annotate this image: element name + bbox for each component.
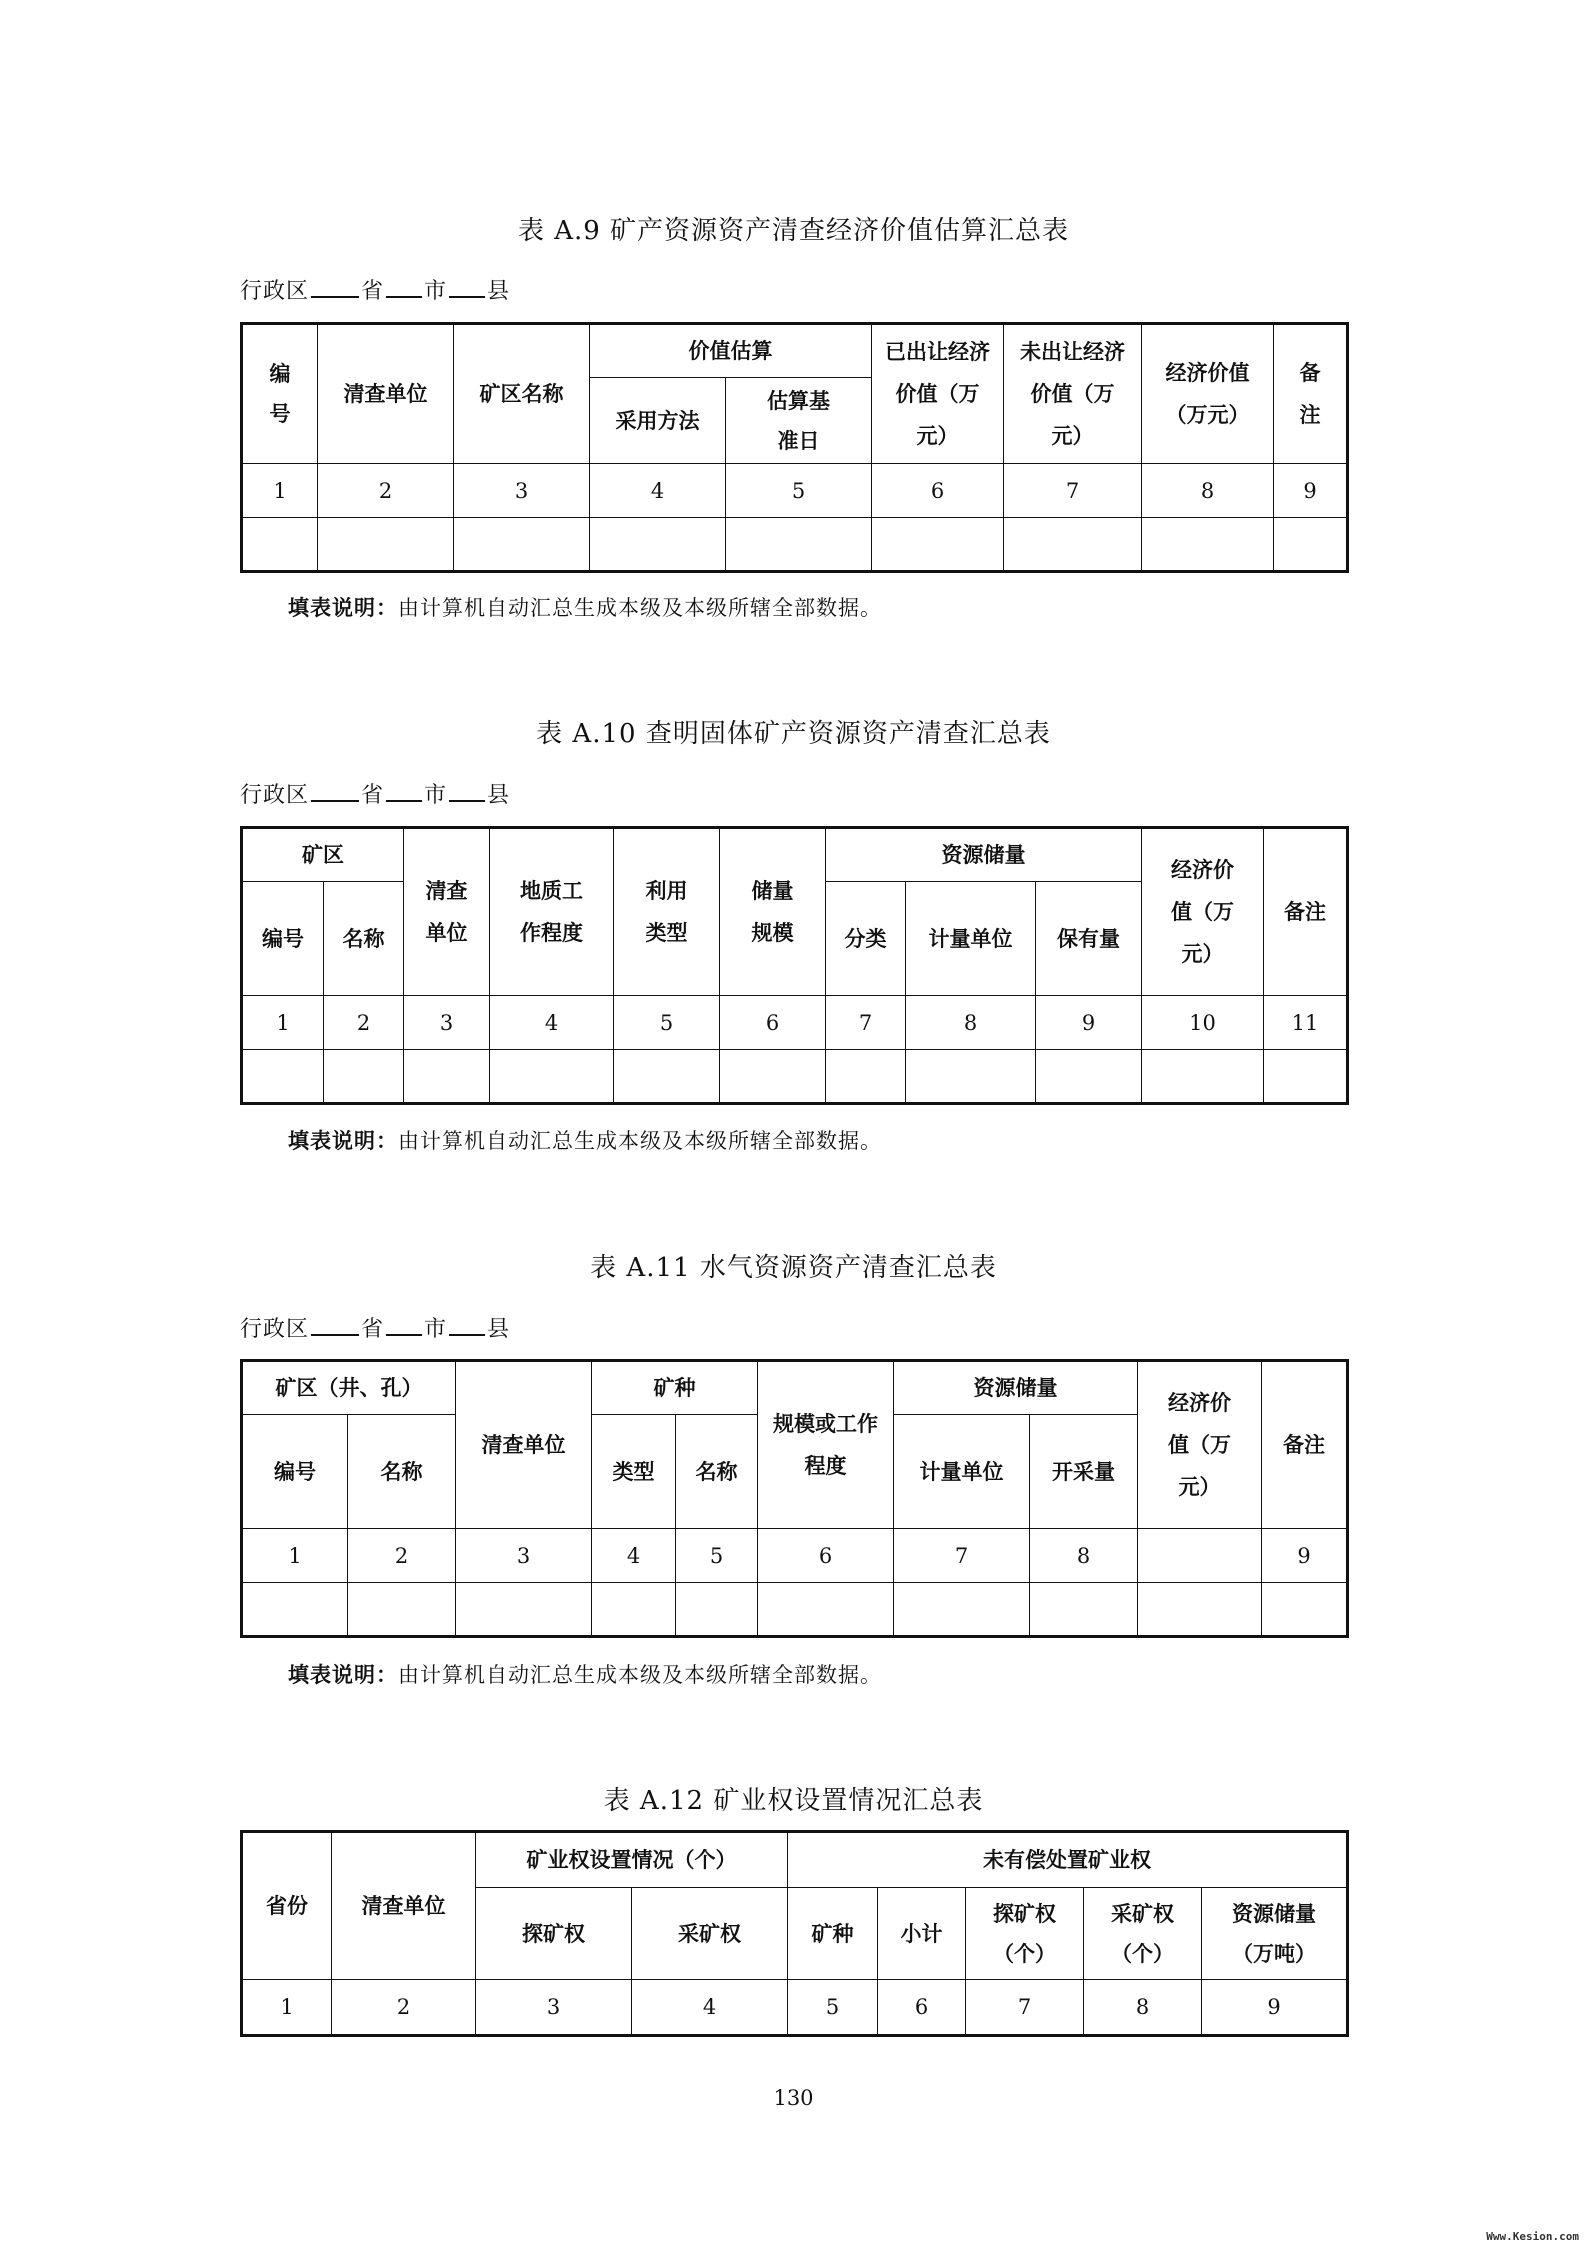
- col-num: 4: [590, 464, 726, 518]
- col-num: 3: [454, 464, 590, 518]
- col-num: 1: [242, 464, 318, 518]
- column-number-row: [242, 464, 1348, 518]
- header-kuangyequan-shezhi: 矿业权设置情况（个）: [476, 1832, 788, 1888]
- fill-note-a10: 填表说明：由计算机自动汇总生成本级及本级所辖全部数据。: [288, 1129, 882, 1153]
- column-number-row: 1 2 3 4 5 6 7 8 9: [242, 1529, 1348, 1583]
- region-line-a11: 行政区 省 市 县: [240, 1312, 510, 1343]
- col-num: 7: [1004, 464, 1142, 518]
- header-xiaoji: 小计: [878, 1888, 966, 1980]
- header-mingcheng: 名称: [324, 882, 404, 996]
- header-tankuangquan-ge: 探矿权（个）: [966, 1888, 1084, 1980]
- header-jingji-jiazhi: 经济价值（万元）: [1142, 324, 1274, 464]
- header-beizhu: 备注: [1264, 828, 1348, 996]
- col-num: 2: [318, 464, 454, 518]
- header-ziyuan-wandun: 资源储量（万吨）: [1202, 1888, 1348, 1980]
- table-a11: [240, 1359, 1349, 1638]
- table-a9-title: 表 A.9 矿产资源资产清查经济价值估算汇总表: [517, 216, 1070, 246]
- header-jiliang-danwei: 计量单位: [894, 1415, 1030, 1529]
- region-prefix: 行政区: [240, 279, 310, 304]
- region-province: 省: [361, 279, 385, 304]
- column-number-row: 1 2 3 4 5 6 7 8 9: [242, 1980, 1348, 2036]
- header-tankuangquan: 探矿权: [476, 1888, 632, 1980]
- header-kuangqu-mingcheng: 矿区名称: [454, 324, 590, 464]
- header-caiyong-fangfa: 采用方法: [590, 378, 726, 464]
- header-ziyuan-chuliang: 资源储量: [894, 1361, 1138, 1415]
- header-fenlei: 分类: [826, 882, 906, 996]
- header-jiliang-danwei: 计量单位: [906, 882, 1036, 996]
- header-beizhu: 备注: [1274, 324, 1348, 464]
- col-num: 9: [1274, 464, 1348, 518]
- header-jingji-jiazhi: 经济价值（万元）: [1142, 828, 1264, 996]
- header-kuangzhong: 矿种: [592, 1361, 758, 1415]
- header-bianhao: 编号: [242, 1415, 348, 1529]
- table-a12-title: 表 A.12 矿业权设置情况汇总表: [603, 1786, 984, 1816]
- col-num: 8: [1142, 464, 1274, 518]
- table-a10-title: 表 A.10 查明固体矿产资源资产清查汇总表: [536, 719, 1051, 749]
- empty-data-row: [242, 518, 1348, 572]
- table-a9: [240, 322, 1349, 573]
- header-liyong-leixing: 利用类型: [614, 828, 720, 996]
- header-guimo-gongzuo: 规模或工作程度: [758, 1361, 894, 1529]
- region-county: 县: [487, 279, 511, 304]
- header-caikuangquan: 采矿权: [632, 1888, 788, 1980]
- column-number-row: 1 2 3 4 5 6 7 8 9 10 11: [242, 996, 1348, 1050]
- header-kuangqu: 矿区: [242, 828, 404, 882]
- header-qingcha-danwei: 清查单位: [318, 324, 454, 464]
- header-shengfen: 省份: [242, 1832, 332, 1980]
- header-qingcha-danwei: 清查单位: [456, 1361, 592, 1529]
- header-qingcha-danwei: 清查单位: [332, 1832, 476, 1980]
- header-caikuangquan-ge: 采矿权（个）: [1084, 1888, 1202, 1980]
- header-mingcheng: 名称: [348, 1415, 456, 1529]
- header-bianhao: 编号: [242, 324, 318, 464]
- header-gusuan-jizhunri: 估算基准日: [726, 378, 872, 464]
- page-number: 130: [773, 2086, 814, 2110]
- table-a12: [240, 1830, 1349, 2037]
- header-kuangzhong: 矿种: [788, 1888, 878, 1980]
- header-qingcha-danwei: 清查单位: [404, 828, 490, 996]
- header-chuliang-guimo: 储量规模: [720, 828, 826, 996]
- header-beizhu: 备注: [1262, 1361, 1348, 1529]
- fill-note-a11: 填表说明：由计算机自动汇总生成本级及本级所辖全部数据。: [288, 1663, 882, 1687]
- header-jiazhi-gusuan: 价值估算: [590, 324, 872, 378]
- empty-data-row: [242, 1583, 1348, 1637]
- region-city: 市: [424, 279, 448, 304]
- header-jingji-jiazhi: 经济价值（万元）: [1138, 1361, 1262, 1529]
- table-a10: [240, 826, 1349, 1105]
- header-kaicailiang: 开采量: [1030, 1415, 1138, 1529]
- header-dizhi-gongzuo: 地质工作程度: [490, 828, 614, 996]
- empty-data-row: [242, 1050, 1348, 1104]
- watermark: Www.Kesion.com: [1486, 2230, 1579, 2243]
- header-bianhao: 编号: [242, 882, 324, 996]
- header-weiyouchang-chuzhi: 未有偿处置矿业权: [788, 1832, 1348, 1888]
- fill-note-a9: 填表说明：由计算机自动汇总生成本级及本级所辖全部数据。: [288, 596, 882, 620]
- header-mingcheng-2: 名称: [676, 1415, 758, 1529]
- header-weichurang: 未出让经济价值（万元）: [1004, 324, 1142, 464]
- header-ziyuan-chuliang: 资源储量: [826, 828, 1142, 882]
- table-a11-title: 表 A.11 水气资源资产清查汇总表: [590, 1253, 997, 1283]
- col-num: 6: [872, 464, 1004, 518]
- header-kuangqu-jingkong: 矿区（井、孔）: [242, 1361, 456, 1415]
- header-baoyouliang: 保有量: [1036, 882, 1142, 996]
- region-line-a9: [240, 274, 510, 305]
- col-num: 5: [726, 464, 872, 518]
- header-yichurang: 已出让经济价值（万元）: [872, 324, 1004, 464]
- region-line-a10: 行政区 省 市 县: [240, 778, 510, 809]
- header-leixing: 类型: [592, 1415, 676, 1529]
